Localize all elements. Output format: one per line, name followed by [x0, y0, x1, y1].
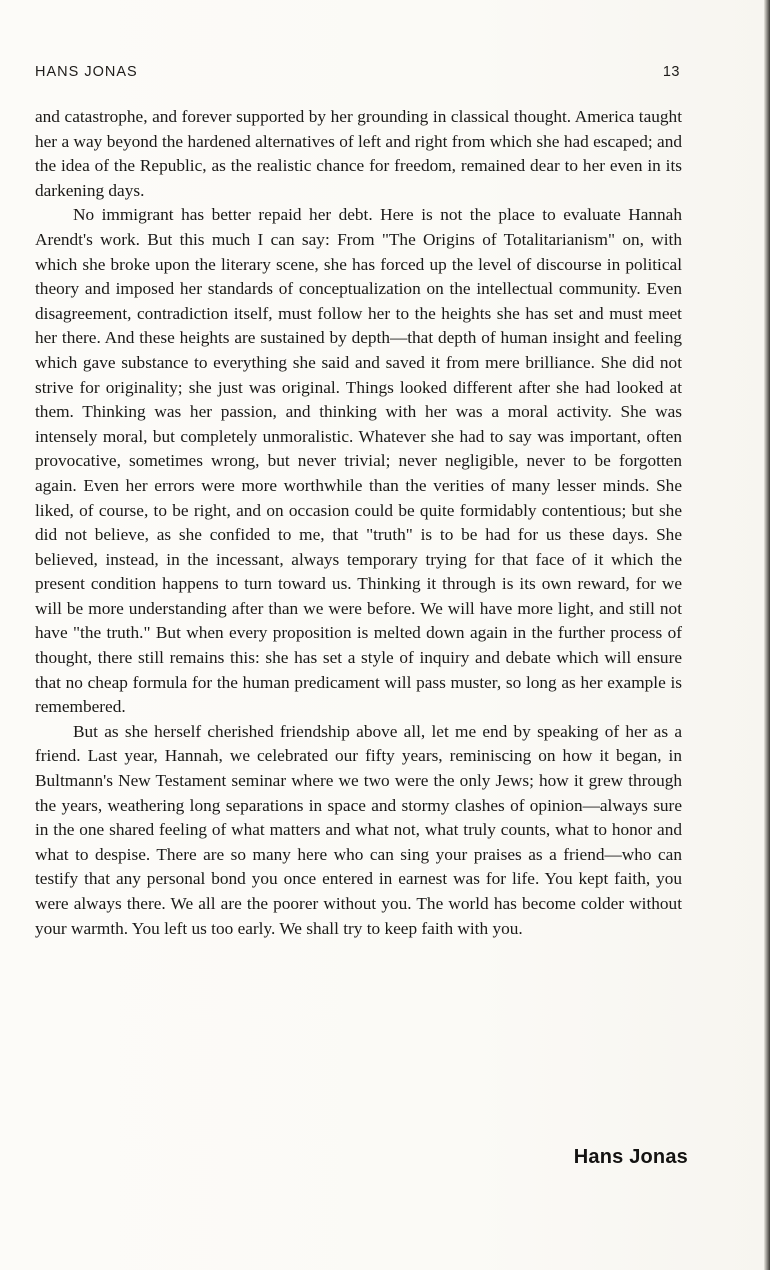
paragraph-friendship: But as she herself cherished friendship above all, let me end by speaking of her as a friend. Last year, Hannah, we celebrated our fifty years, reminiscing on how it began, in Bultmann's New Testament seminar where we two were the only Jews; how it grew through the years, weathering long separations in space and stormy clashes of opinion—always sure in the one shared feeling of what matters and what not, what truly counts, what to honor and what to despise. There are so many here who can sing your praises as a friend—who can testify that any personal bond you once entered in earnest was for life. You kept faith, you were always there. We all are the poorer without you. The world has become colder without your warmth. You left us too early. We shall try to keep faith with you. [35, 721, 682, 938]
running-head [35, 64, 680, 84]
paragraph-continued: and catastrophe, and forever supported by her grounding in classical thought. America taught her a way beyond the hardened alternatives of left and right from which she had escaped; and the idea of the Republic, as the realistic chance for freedom, remained dear to her even in its darkening days. [35, 107, 682, 200]
running-head-author: HANS JONAS [35, 64, 138, 80]
page-edge-shadow [764, 0, 770, 1270]
paragraph-legacy: No immigrant has better repaid her debt. Here is not the place to evaluate Hannah Arendt's work. But this much I can say: From "The Origins of Totalitarianism" on, with which she broke upon the literary scene, she has forced up the level of discourse in political theory and imposed her standards of conceptualization on the intellectual community. Even disagreement, contradiction itself, must follow her to the heights she has set and must meet her there. And these heights are sustained by depth—that depth of human insight and feeling which gave substance to everything she said and saved it from mere brilliance. She did not strive for originality; she just was original. Things looked different after she had looked at them. Thinking was her passion, and thinking with her was a moral activity. She was intensely moral, but completely unmoralistic. Whatever she had to say was important, often provocative, sometimes wrong, but never trivial; never negligible, never to be forgotten again. Even her errors were more worthwhile than the verities of many lesser minds. She liked, of course, to be right, and on occasion could be quite formidably contentious; but she did not believe, as she confided to me, that "truth" is to be had for us these days. She believed, instead, in the incessant, always temporary trying for that face of it which the present condition happens to turn toward us. Thinking it through is its own reward, for we will be more understanding after than we were before. We will have more light, and still not have "the truth." But when every proposition is melted down again in the further process of thought, there still remains this: she has set a style of inquiry and debate which will ensure that no cheap formula for the human predicament will pass muster, so long as her example is remembered. [35, 205, 682, 717]
author-signature: Hans Jonas [573, 1146, 688, 1168]
body-text [35, 105, 682, 941]
page-number: 13 [662, 64, 680, 80]
